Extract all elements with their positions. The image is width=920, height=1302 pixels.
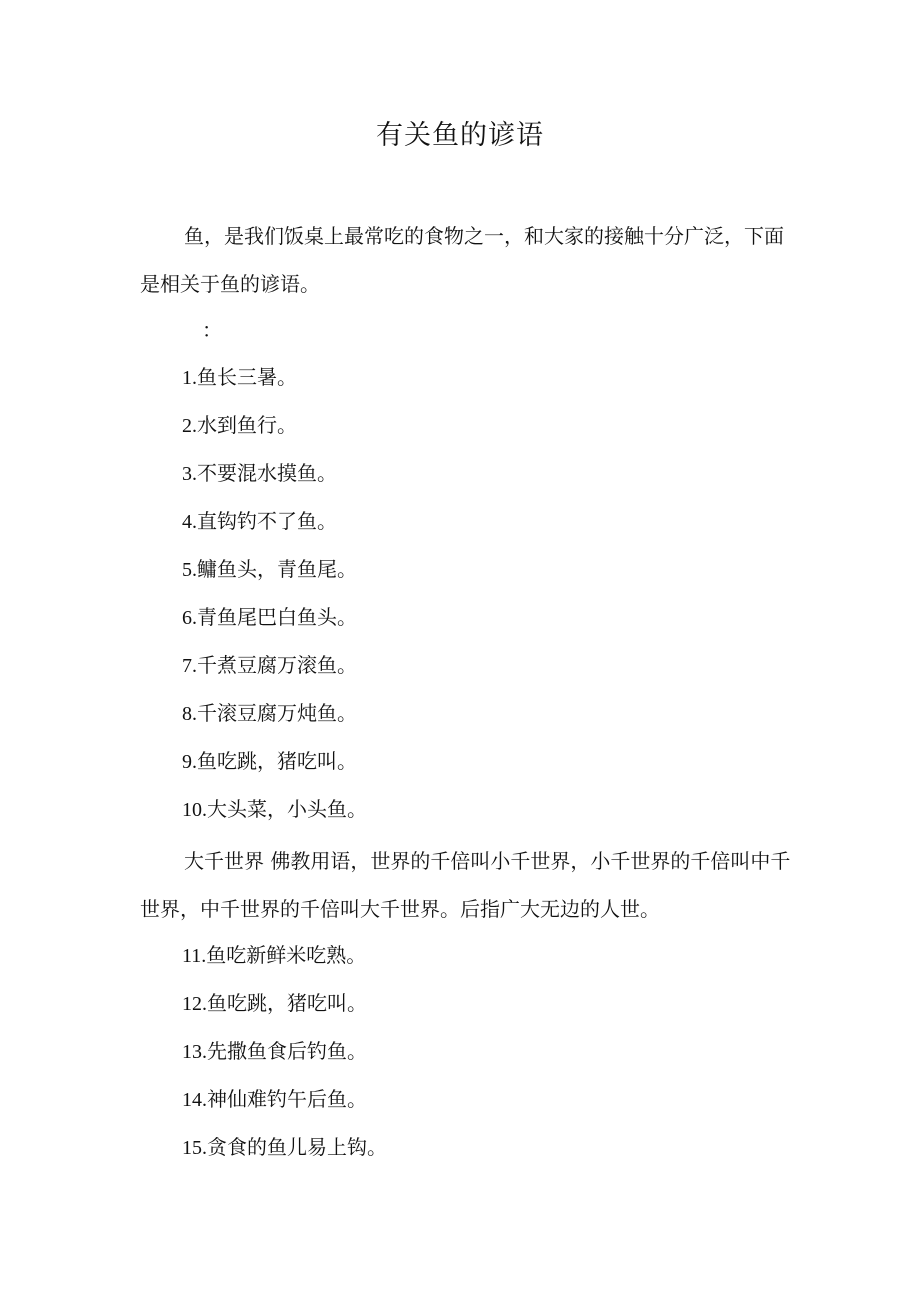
list-item: 8.千滚豆腐万炖鱼。 bbox=[182, 701, 357, 725]
list-item: 10.大头菜，小头鱼。 bbox=[182, 797, 367, 821]
intro-paragraph bbox=[140, 212, 800, 308]
list-item: 14.神仙难钓午后鱼。 bbox=[182, 1087, 367, 1111]
list-item: 2.水到鱼行。 bbox=[182, 413, 297, 437]
note-paragraph bbox=[140, 837, 800, 933]
list-item: 15.贪食的鱼儿易上钩。 bbox=[182, 1135, 387, 1159]
note-text: 大千世界 佛教用语，世界的千倍叫小千世界，小千世界的千倍叫中千世界，中千世界的千倍叫大千世界。后指广大无边的人世。 bbox=[140, 849, 791, 921]
list-item: 12.鱼吃跳，猪吃叫。 bbox=[182, 991, 367, 1015]
intro-text: 鱼，是我们饭桌上最常吃的食物之一，和大家的接触十分广泛，下面是相关于鱼的谚语。 bbox=[140, 224, 784, 296]
list-item: 4.直钩钓不了鱼。 bbox=[182, 509, 337, 533]
list-item: 13.先撒鱼食后钓鱼。 bbox=[182, 1039, 367, 1063]
list-item: 1.鱼长三暑。 bbox=[182, 365, 297, 389]
list-item: 9.鱼吃跳，猪吃叫。 bbox=[182, 749, 357, 773]
document-title: 有关鱼的谚语 bbox=[376, 120, 544, 151]
list-item: 7.千煮豆腐万滚鱼。 bbox=[182, 653, 357, 677]
list-item: 5.鳙鱼头，青鱼尾。 bbox=[182, 557, 357, 581]
list-item: 11.鱼吃新鲜米吃熟。 bbox=[182, 943, 367, 967]
list-item: 3.不要混水摸鱼。 bbox=[182, 461, 337, 485]
colon-marker: ： bbox=[202, 318, 222, 342]
list-item: 6.青鱼尾巴白鱼头。 bbox=[182, 605, 357, 629]
